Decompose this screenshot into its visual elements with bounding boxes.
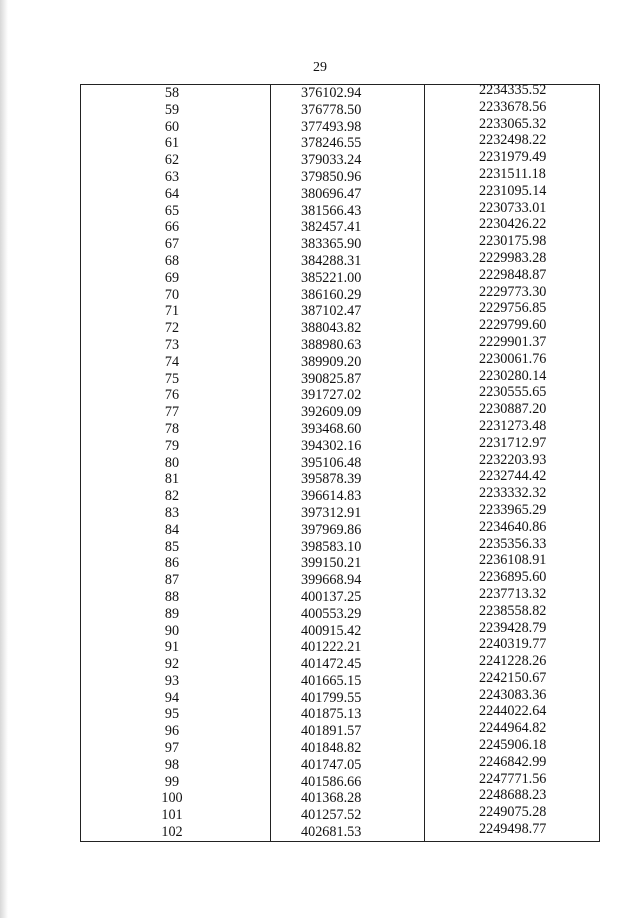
point-number-cell: 59 bbox=[164, 101, 180, 118]
x-coordinate-cell: 388043.82 bbox=[301, 320, 362, 337]
x-coordinate-cell: 379033.24 bbox=[301, 152, 362, 169]
x-coordinate-cell: 395106.48 bbox=[301, 454, 362, 471]
point-number-cell: 70 bbox=[164, 286, 180, 303]
x-coordinate-cell: 382457.41 bbox=[301, 219, 362, 236]
point-number-cell: 99 bbox=[164, 773, 180, 790]
y-coordinate-cell: 2239428.79 bbox=[479, 619, 547, 636]
x-coordinate-cell: 394302.16 bbox=[301, 437, 362, 454]
y-coordinate-cell: 2249075.28 bbox=[479, 804, 547, 821]
point-number-cell: 84 bbox=[164, 521, 180, 538]
x-coordinate-cell: 398583.10 bbox=[301, 538, 362, 555]
y-coordinate-cell: 2249498.77 bbox=[479, 821, 547, 838]
y-coordinate-cell: 2233065.32 bbox=[479, 115, 547, 132]
y-coordinate-cell: 2229799.60 bbox=[479, 317, 547, 334]
x-coordinate-cell: 392609.09 bbox=[301, 404, 362, 421]
y-coordinate-cell: 2231712.97 bbox=[479, 434, 547, 451]
point-number-cell: 66 bbox=[164, 219, 180, 236]
x-coordinate-cell: 386160.29 bbox=[301, 286, 362, 303]
point-number-cell: 98 bbox=[164, 756, 180, 773]
y-coordinate-cell: 2248688.23 bbox=[479, 787, 547, 804]
x-coordinate-cell: 391727.02 bbox=[301, 387, 362, 404]
y-coordinate-cell: 2241228.26 bbox=[479, 653, 547, 670]
point-number-cell: 85 bbox=[164, 538, 180, 555]
y-coordinate-cell: 2240319.77 bbox=[479, 636, 547, 653]
x-coordinate-cell: 401586.66 bbox=[301, 773, 362, 790]
point-number-cell: 93 bbox=[164, 672, 180, 689]
x-coordinate-cell: 401368.28 bbox=[301, 790, 362, 807]
x-coordinate-cell: 388980.63 bbox=[301, 336, 362, 353]
y-coordinate-cell: 2231979.49 bbox=[479, 149, 547, 166]
x-coordinate-cell: 401472.45 bbox=[301, 656, 362, 673]
x-coordinate-cell: 401665.15 bbox=[301, 672, 362, 689]
point-number-cell: 71 bbox=[164, 303, 180, 320]
x-coordinate-cell: 395878.39 bbox=[301, 471, 362, 488]
x-coordinate-cell: 393468.60 bbox=[301, 420, 362, 437]
point-number-cell: 73 bbox=[164, 336, 180, 353]
table-body bbox=[81, 82, 599, 841]
x-coordinate-cell: 401875.13 bbox=[301, 706, 362, 723]
point-number-cell: 88 bbox=[164, 588, 180, 605]
point-number-cell: 83 bbox=[164, 504, 180, 521]
y-coordinate-cell: 2236108.91 bbox=[479, 552, 547, 569]
y-coordinate-cell: 2229756.85 bbox=[479, 300, 547, 317]
point-number-cell: 89 bbox=[164, 605, 180, 622]
y-coordinate-cell: 2230426.22 bbox=[479, 216, 547, 233]
x-coordinate-cell: 401799.55 bbox=[301, 689, 362, 706]
point-number-cell: 60 bbox=[164, 118, 180, 135]
point-number-cell: 100 bbox=[161, 790, 183, 807]
y-coordinate-cell: 2230887.20 bbox=[479, 401, 547, 418]
y-coordinate-cell: 2245906.18 bbox=[479, 737, 547, 754]
y-coordinate-cell: 2230175.98 bbox=[479, 233, 547, 250]
y-coordinate-cell: 2244022.64 bbox=[479, 703, 547, 720]
x-coordinate-cell: 397969.86 bbox=[301, 521, 362, 538]
x-coordinate-cell: 376778.50 bbox=[301, 101, 362, 118]
y-coordinate-cell: 2243083.36 bbox=[479, 686, 547, 703]
y-coordinate-cell: 2246842.99 bbox=[479, 753, 547, 770]
point-number-cell: 91 bbox=[164, 639, 180, 656]
point-number-cell: 101 bbox=[161, 807, 183, 824]
point-number-cell: 62 bbox=[164, 152, 180, 169]
x-coordinate-cell: 381566.43 bbox=[301, 202, 362, 219]
y-coordinate-cell: 2229848.87 bbox=[479, 266, 547, 283]
x-coordinate-cell: 399150.21 bbox=[301, 555, 362, 572]
y-coordinate-cell: 2230733.01 bbox=[479, 199, 547, 216]
y-coordinate-cell: 2233332.32 bbox=[479, 485, 547, 502]
x-coordinate-cell: 400137.25 bbox=[301, 588, 362, 605]
x-coordinate-cell: 400915.42 bbox=[301, 622, 362, 639]
point-number-cell: 67 bbox=[164, 236, 180, 253]
y-coordinate-cell: 2232203.93 bbox=[479, 451, 547, 468]
page-number: 29 bbox=[313, 60, 327, 75]
x-coordinate-cell: 402681.53 bbox=[301, 824, 362, 841]
point-number-cell: 74 bbox=[164, 353, 180, 370]
x-coordinate-cell: 377493.98 bbox=[301, 118, 362, 135]
point-number-cell: 58 bbox=[164, 85, 180, 101]
y-coordinate-cell: 2234640.86 bbox=[479, 518, 547, 535]
x-coordinate-cell: 378246.55 bbox=[301, 135, 362, 152]
point-number-cell: 76 bbox=[164, 387, 180, 404]
point-number-cell: 64 bbox=[164, 185, 180, 202]
point-number-cell: 80 bbox=[164, 454, 180, 471]
x-coordinate-cell: 385221.00 bbox=[301, 269, 362, 286]
scan-edge-shadow bbox=[0, 0, 8, 918]
point-number-cell: 72 bbox=[164, 320, 180, 337]
x-coordinate-cell: 401257.52 bbox=[301, 807, 362, 824]
x-coordinate-cell: 401848.82 bbox=[301, 740, 362, 757]
x-coordinate-cell: 389909.20 bbox=[301, 353, 362, 370]
point-number-cell: 79 bbox=[164, 437, 180, 454]
point-number-cell: 97 bbox=[164, 740, 180, 757]
x-coordinate-cell: 379850.96 bbox=[301, 168, 362, 185]
point-number-cell: 69 bbox=[164, 269, 180, 286]
x-coordinate-cell: 397312.91 bbox=[301, 504, 362, 521]
x-coordinate-cell: 401222.21 bbox=[301, 639, 362, 656]
point-number-cell: 95 bbox=[164, 706, 180, 723]
x-coordinate-cell: 387102.47 bbox=[301, 303, 362, 320]
point-number-cell: 87 bbox=[164, 572, 180, 589]
coordinates-table bbox=[80, 84, 600, 842]
point-number-cell: 86 bbox=[164, 555, 180, 572]
x-coordinate-cell: 400553.29 bbox=[301, 605, 362, 622]
x-coordinate-cell: 383365.90 bbox=[301, 236, 362, 253]
y-coordinate-cell: 2229773.30 bbox=[479, 283, 547, 300]
y-coordinate-cell: 2233965.29 bbox=[479, 501, 547, 518]
point-number-cell: 102 bbox=[161, 824, 183, 841]
y-coordinate-cell: 2229901.37 bbox=[479, 333, 547, 350]
x-coordinate-cell: 390825.87 bbox=[301, 370, 362, 387]
point-number-cell: 68 bbox=[164, 252, 180, 269]
y-coordinate-cell: 2230555.65 bbox=[479, 384, 547, 401]
y-coordinate-cell: 2236895.60 bbox=[479, 569, 547, 586]
point-number-cell: 82 bbox=[164, 488, 180, 505]
y-coordinate-cell: 2231095.14 bbox=[479, 182, 547, 199]
point-number-cell: 75 bbox=[164, 370, 180, 387]
y-coordinate-cell: 2244964.82 bbox=[479, 720, 547, 737]
y-coordinate-cell: 2233678.56 bbox=[479, 98, 547, 115]
y-coordinate-cell: 2247771.56 bbox=[479, 770, 547, 787]
x-coordinate-cell: 401747.05 bbox=[301, 756, 362, 773]
y-coordinate-cell: 2232498.22 bbox=[479, 132, 547, 149]
y-coordinate-cell: 2230280.14 bbox=[479, 367, 547, 384]
y-coordinate-cell: 2231511.18 bbox=[479, 165, 546, 182]
point-number-cell: 77 bbox=[164, 404, 180, 421]
y-coordinate-cell: 2231273.48 bbox=[479, 417, 547, 434]
y-coordinate-cell: 2230061.76 bbox=[479, 350, 547, 367]
y-coordinate-cell: 2237713.32 bbox=[479, 585, 547, 602]
x-coordinate-cell: 399668.94 bbox=[301, 572, 362, 589]
y-coordinate-cell: 2238558.82 bbox=[479, 602, 547, 619]
x-coordinate-cell: 380696.47 bbox=[301, 185, 362, 202]
point-number-cell: 81 bbox=[164, 471, 180, 488]
point-number-cell: 65 bbox=[164, 202, 180, 219]
y-coordinate-cell: 2234335.52 bbox=[479, 82, 547, 98]
point-number-cell: 78 bbox=[164, 420, 180, 437]
point-number-cell: 96 bbox=[164, 723, 180, 740]
point-number-cell: 90 bbox=[164, 622, 180, 639]
point-number-cell: 63 bbox=[164, 168, 180, 185]
point-number-cell: 61 bbox=[164, 135, 180, 152]
y-coordinate-cell: 2229983.28 bbox=[479, 249, 547, 266]
point-number-cell: 92 bbox=[164, 656, 180, 673]
x-coordinate-cell: 384288.31 bbox=[301, 252, 362, 269]
x-coordinate-cell: 396614.83 bbox=[301, 488, 362, 505]
table-row bbox=[81, 821, 599, 841]
point-number-cell: 94 bbox=[164, 689, 180, 706]
y-coordinate-cell: 2232744.42 bbox=[479, 468, 547, 485]
x-coordinate-cell: 401891.57 bbox=[301, 723, 362, 740]
y-coordinate-cell: 2242150.67 bbox=[479, 669, 547, 686]
x-coordinate-cell: 376102.94 bbox=[301, 85, 362, 101]
y-coordinate-cell: 2235356.33 bbox=[479, 535, 547, 552]
